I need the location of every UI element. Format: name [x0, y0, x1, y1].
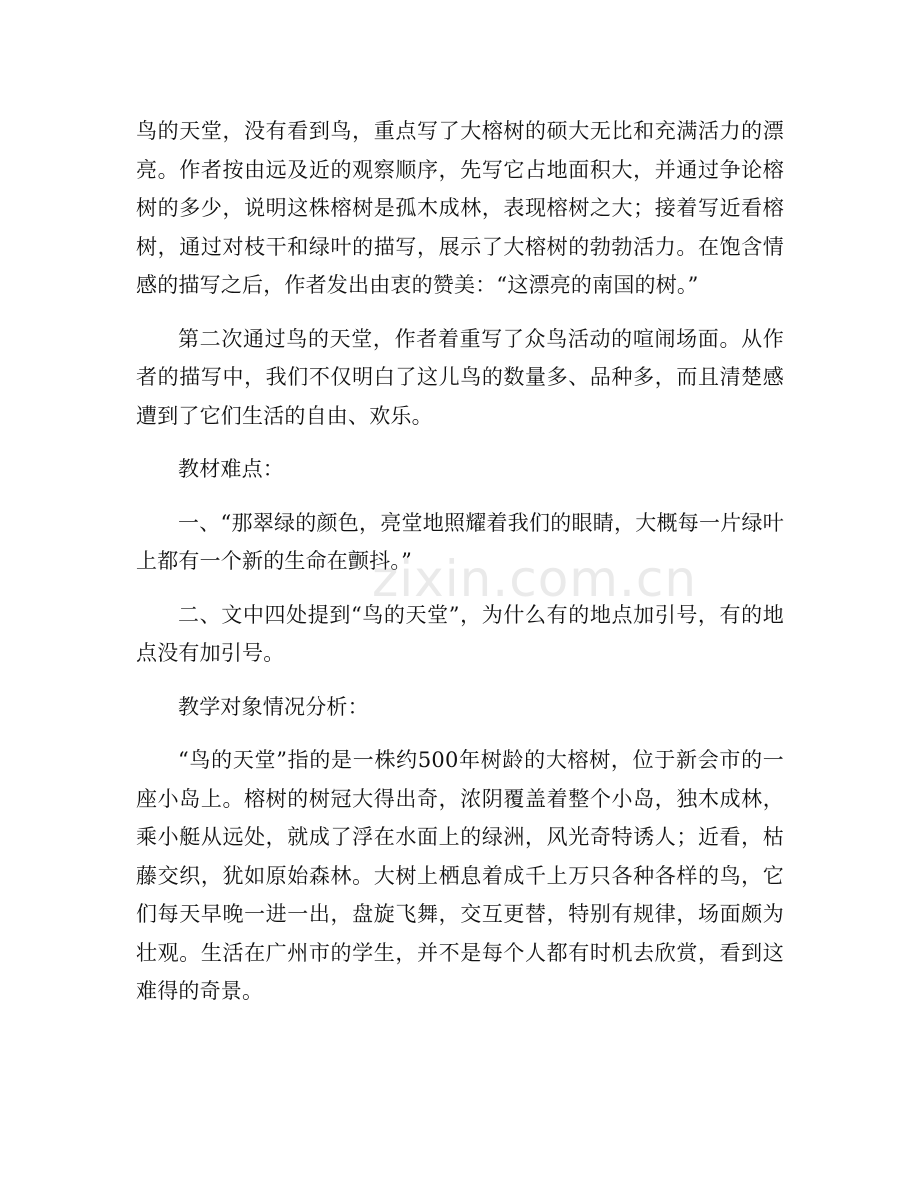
watermark: zixin.com.cn: [372, 550, 698, 608]
paragraph-2: 第二次通过鸟的天堂，作者着重写了众鸟活动的喧闹场面。从作者的描写中，我们不仅明白了这儿鸟的数量多、品种多，而且清楚感遭到了它们生活的自由、欢乐。: [136, 326, 784, 428]
section-heading-difficulties: 教材难点：: [178, 457, 284, 481]
difficulty-item-1: 一、“那翠绿的颜色，亮堂地照耀着我们的眼睛，大概每一片绿叶上都有一个新的生命在颤抖。”: [136, 510, 784, 573]
paragraph-1: 鸟的天堂，没有看到鸟，重点写了大榕树的硕大无比和充满活力的漂亮。作者按由远及近的观察顺序，先写它占地面积大，并通过争论榕树的多少，说明这株榕树是孤木成林，表现榕树之大；接着写近看榕树，通过对枝干和绿叶的描写，展示了大榕树的勃勃活力。在饱含情感的描写之后，作者发出由衷的赞美：“这漂亮的南国的树。”: [136, 119, 784, 297]
section-heading-student-analysis: 教学对象情况分析：: [178, 694, 369, 719]
document-body: [136, 112, 784, 1011]
paragraph-student-analysis: “鸟的天堂”指的是一株约500年树龄的大榕树，位于新会市的一座小岛上。榕树的树冠大得出奇，浓阴覆盖着整个小岛，独木成林，乘小艇从远处，就成了浮在水面上的绿洲，风光奇特诱人；近看，枯藤交织，犹如原始森林。大树上栖息着成千上万只各种各样的鸟，它们每天早晚一进一出，盘旋飞舞，交互更替，特别有规律，场面颇为壮观。生活在广州市的学生，并不是每个人都有时机去欣赏，看到这难得的奇景。: [136, 748, 784, 1003]
difficulty-item-2: 二、文中四处提到“鸟的天堂”，为什么有的地点加引号，有的地点没有加引号。: [136, 602, 784, 665]
